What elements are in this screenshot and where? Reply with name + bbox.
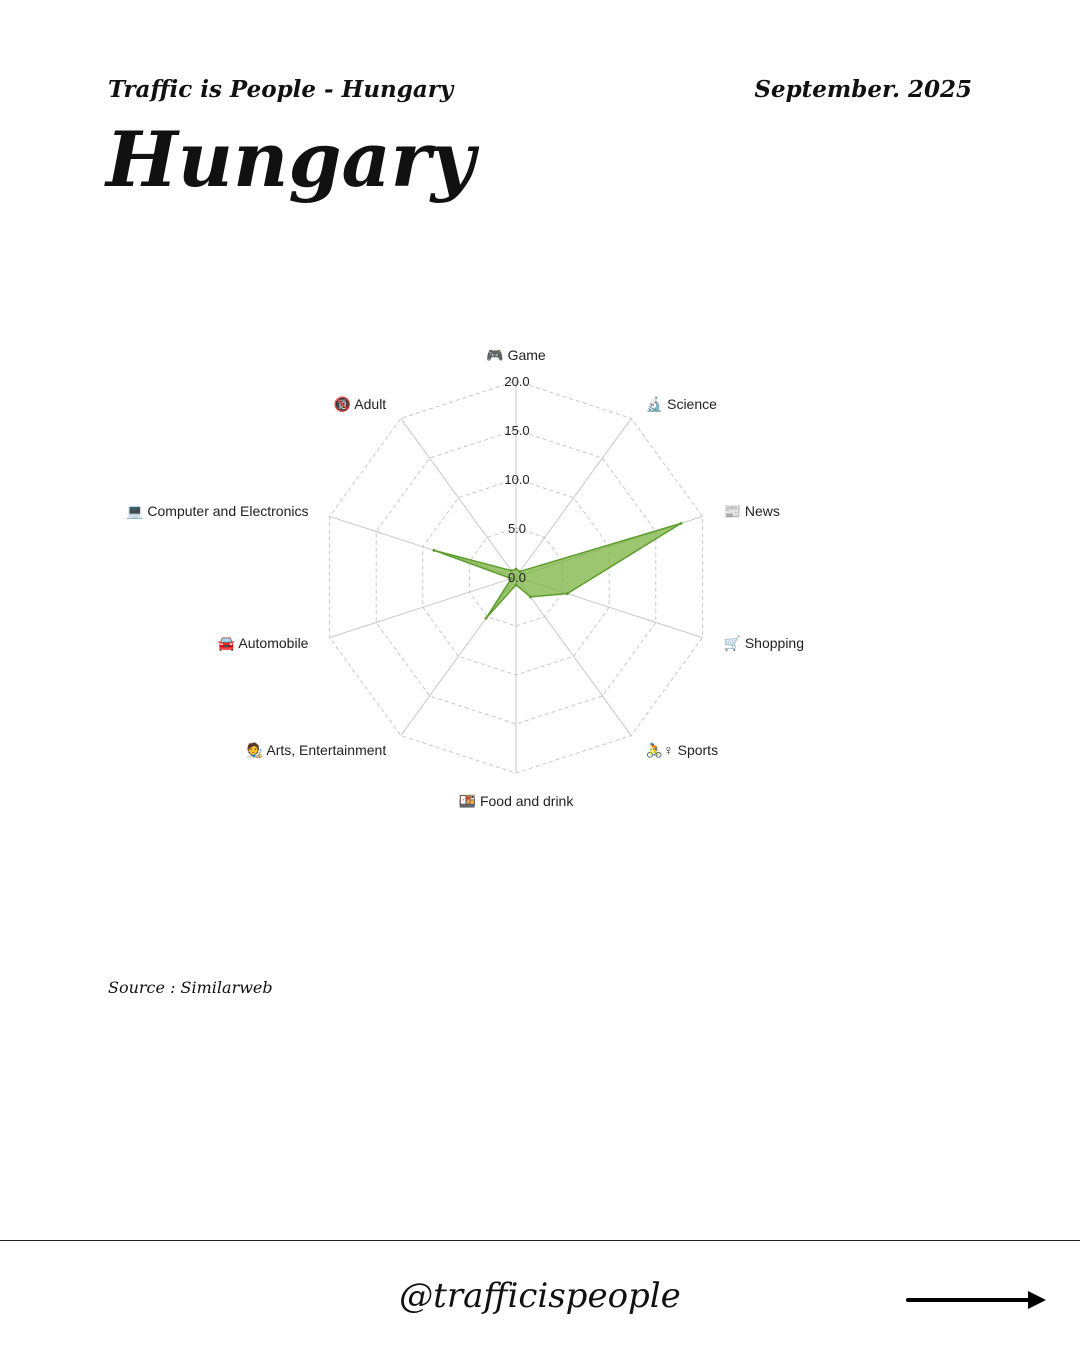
category-label-text: Adult: [354, 395, 387, 412]
artist-icon: 🧑‍🎨: [245, 742, 267, 759]
data-point-sports: [529, 595, 532, 598]
social-handle: @trafficispeople: [399, 1276, 681, 1316]
radial-tick-labels: [504, 374, 529, 585]
next-arrow-icon[interactable]: [906, 1287, 1048, 1313]
category-label-arts-entertainment: [246, 741, 387, 759]
report-kicker: Traffic is People - Hungary: [108, 76, 454, 103]
data-point-computer-and-electronics: [432, 549, 435, 552]
category-label-shopping: [724, 635, 805, 652]
adult-18-icon: 🔞: [333, 395, 355, 412]
category-label-science: [646, 395, 717, 413]
category-label-text: Shopping: [744, 635, 805, 652]
data-point-arts-entertainment: [485, 617, 488, 620]
game-controller-icon: 🎮: [486, 347, 508, 363]
category-label-sports: [646, 742, 718, 759]
tick-label: 0.0: [507, 570, 527, 585]
category-label-text: Food and drink: [479, 793, 574, 809]
laptop-icon: 💻: [126, 502, 148, 519]
category-label-text: Sports: [677, 742, 719, 759]
category-label-automobile: [218, 635, 309, 652]
grid-spoke-10: [401, 418, 516, 577]
source-note: Source : Similarweb: [108, 978, 273, 997]
category-label-food-and-drink: [459, 793, 575, 809]
category-label-text: Arts, Entertainment: [266, 742, 387, 759]
category-label-adult: [334, 396, 387, 413]
radar-series: [432, 522, 682, 620]
data-point-news: [679, 522, 682, 525]
category-label-text: Science: [667, 395, 717, 412]
cyclist-icon: 🚴♀: [645, 742, 678, 759]
series-area-1: [434, 523, 681, 618]
newspaper-icon: 📰: [723, 502, 745, 519]
car-icon: 🚘: [217, 635, 239, 652]
page-title: Hungary: [106, 115, 475, 204]
category-label-text: News: [744, 502, 780, 519]
category-label-text: Game: [507, 347, 546, 363]
tick-label: 5.0: [507, 521, 527, 536]
tick-label: 10.0: [504, 472, 530, 487]
data-point-shopping: [566, 592, 569, 595]
shopping-cart-icon: 🛒: [723, 635, 745, 652]
grid-spoke-5: [516, 577, 631, 736]
tick-label: 15.0: [504, 423, 530, 438]
footer-divider: [0, 1240, 1080, 1241]
category-label-text: Automobile: [238, 635, 309, 652]
tick-label: 20.0: [504, 374, 530, 389]
microscope-icon: 🔬: [645, 395, 668, 412]
report-date: September. 2025: [754, 76, 972, 103]
category-label-computer-and-electronics: [126, 503, 308, 520]
category-label-text: Computer and Electronics: [147, 502, 309, 519]
category-label-news: [724, 503, 780, 519]
bento-box-icon: 🍱: [458, 793, 480, 809]
category-label-game: [486, 347, 546, 363]
grid-spoke-8: [330, 577, 516, 638]
